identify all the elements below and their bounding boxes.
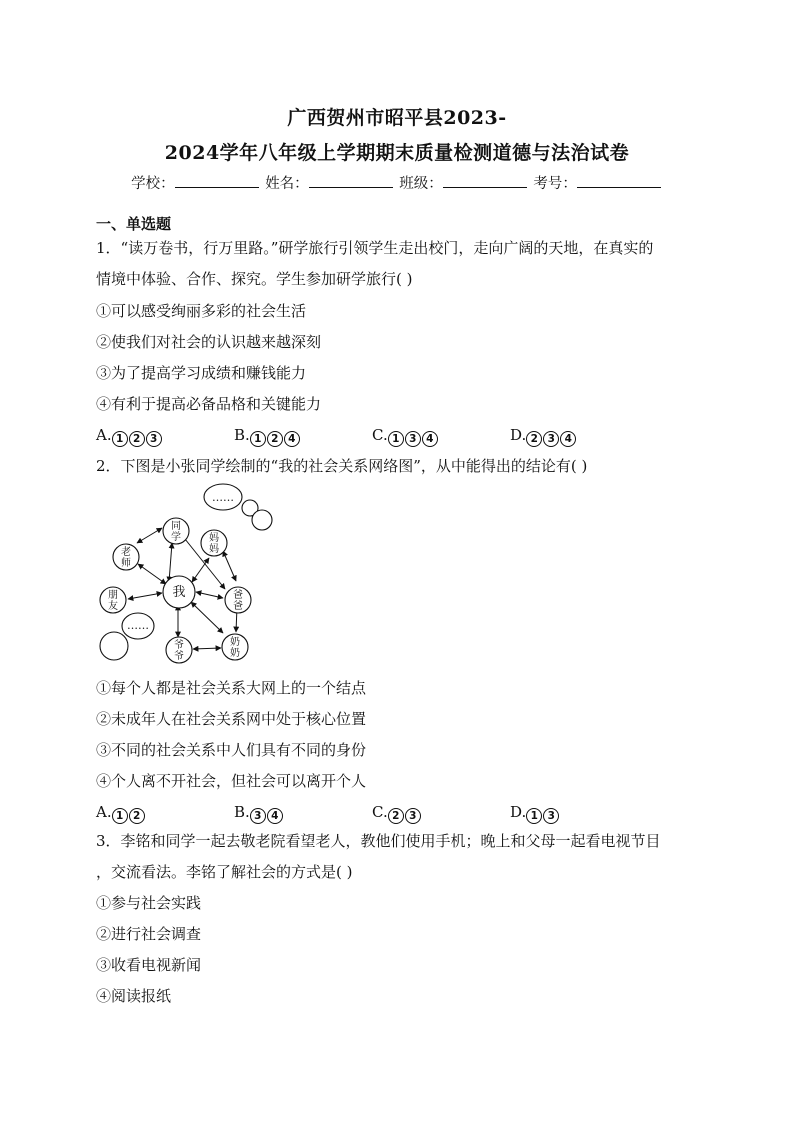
- school-label: 学校：: [131, 176, 175, 192]
- q1-item-3: ③为了提高学习成绩和赚钱能力: [96, 364, 307, 382]
- q2-item-2: ②未成年人在社会关系网中处于核心位置: [96, 710, 367, 728]
- circled-number: 2: [267, 431, 283, 447]
- q3-item-2: ②进行社会调查: [96, 925, 202, 943]
- student-info-row: [0, 172, 794, 193]
- q3-item-1: ①参与社会实践: [96, 894, 202, 912]
- node-friend-label-2: 友: [108, 601, 118, 612]
- exam-title-line-1: 广西贺州市昭平县2023-: [287, 107, 507, 129]
- name-label: 姓名：: [265, 176, 309, 192]
- q1-option-c[interactable]: C. 1 3 4: [372, 425, 439, 447]
- q1-option-a[interactable]: A. 1 2 3: [96, 425, 163, 447]
- node-grandpa-label-1: 爷: [174, 640, 184, 651]
- circled-number: 4: [267, 808, 283, 824]
- class-label: 班级：: [399, 176, 443, 192]
- section-title: 一、单选题: [96, 215, 172, 233]
- node-me-label: 我: [172, 585, 186, 600]
- circled-number: 4: [560, 431, 576, 447]
- node-dad-label-2: 爸: [233, 601, 243, 612]
- circled-number: 1: [526, 808, 542, 824]
- q2-stem: 2．下图是小张同学绘制的“我的社会关系网络图”，从中能得出的结论有( ): [96, 457, 588, 475]
- q1-item-2: ②使我们对社会的认识越来越深刻: [96, 333, 322, 351]
- node-teacher-label-2: 师: [121, 558, 131, 569]
- circled-number: 4: [422, 431, 438, 447]
- ellipsis-top-text: ……: [212, 491, 234, 504]
- circled-number: 4: [284, 431, 300, 447]
- q3-item-3: ③收看电视新闻: [96, 956, 202, 974]
- node-classmate-label-2: 学: [171, 532, 181, 543]
- bubble-top-small-2: [252, 510, 272, 530]
- q3-item-4: ④阅读报纸: [96, 987, 172, 1005]
- q2-option-d[interactable]: D. 1 3: [510, 802, 560, 824]
- q2-item-3: ③不同的社会关系中人们具有不同的身份: [96, 741, 367, 759]
- node-friend-label-1: 朋: [108, 590, 118, 601]
- circled-number: 3: [405, 808, 421, 824]
- class-blank[interactable]: [443, 173, 527, 188]
- circled-number: 2: [388, 808, 404, 824]
- node-mom-label-2: 妈: [209, 544, 219, 555]
- circled-number: 1: [112, 431, 128, 447]
- q3-stem-line-2: ，交流看法。李铭了解社会的方式是( ): [96, 863, 353, 881]
- circled-number: 3: [146, 431, 162, 447]
- circled-number: 3: [543, 808, 559, 824]
- q1-item-1: ①可以感受绚丽多彩的社会生活: [96, 302, 307, 320]
- node-classmate-label-1: 同: [171, 521, 181, 532]
- circled-number: 3: [405, 431, 421, 447]
- exam-no-blank[interactable]: [577, 173, 661, 188]
- q1-option-b[interactable]: B. 1 2 4: [234, 425, 301, 447]
- q2-option-b[interactable]: B. 3 4: [234, 802, 284, 824]
- q2-option-a[interactable]: A. 1 2: [96, 802, 146, 824]
- q1-stem-line-2: 情境中体验、合作、探究。学生参加研学旅行( ): [96, 270, 413, 288]
- q3-stem-line-1: 3．李铭和同学一起去敬老院看望老人，教他们使用手机；晚上和父母一起看电视节目: [96, 832, 661, 850]
- q1-option-d[interactable]: D. 2 3 4: [510, 425, 577, 447]
- node-grandma-label-1: 奶: [230, 637, 240, 648]
- school-blank[interactable]: [175, 173, 259, 188]
- circled-number: 3: [250, 808, 266, 824]
- node-teacher-label-1: 老: [121, 547, 131, 558]
- node-mom-label-1: 妈: [209, 533, 219, 544]
- circled-number: 1: [250, 431, 266, 447]
- circled-number: 2: [526, 431, 542, 447]
- circled-number: 2: [129, 808, 145, 824]
- social-relation-network-diagram: [92, 478, 292, 670]
- circled-number: 2: [129, 431, 145, 447]
- node-grandma-label-2: 奶: [230, 648, 240, 659]
- exam-title-line-2: 2024学年八年级上学期期末质量检测道德与法治试卷: [164, 142, 630, 164]
- ellipsis-bottom-text: ……: [127, 619, 149, 632]
- q2-item-4: ④个人离不开社会，但社会可以离开个人: [96, 772, 367, 790]
- q1-stem-line-1: 1．“读万卷书，行万里路。”研学旅行引领学生走出校门，走向广阔的天地，在真实的: [96, 239, 654, 257]
- circled-number: 1: [112, 808, 128, 824]
- bubble-bottom-large: [100, 632, 128, 660]
- exam-no-label: 考号：: [533, 176, 577, 192]
- q2-option-c[interactable]: C. 2 3: [372, 802, 422, 824]
- name-blank[interactable]: [309, 173, 393, 188]
- circled-number: 3: [543, 431, 559, 447]
- q1-item-4: ④有利于提高必备品格和关键能力: [96, 395, 322, 413]
- q2-item-1: ①每个人都是社会关系大网上的一个结点: [96, 679, 367, 697]
- circled-number: 1: [388, 431, 404, 447]
- node-grandpa-label-2: 爷: [174, 651, 184, 662]
- node-dad-label-1: 爸: [233, 590, 243, 601]
